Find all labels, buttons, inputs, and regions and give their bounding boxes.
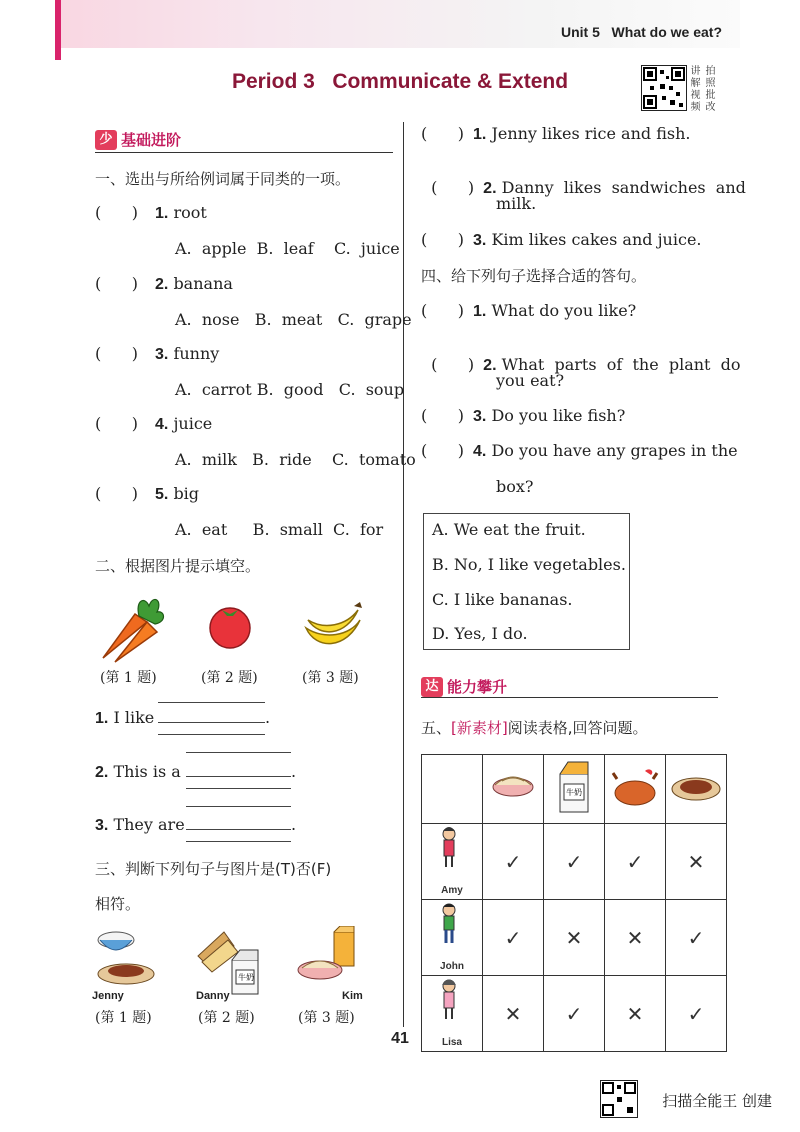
tomato-icon [205, 600, 255, 650]
part1-options: A. milk B. ride C. tomato [175, 450, 416, 469]
part1-instruction: 一、选出与所给例词属于同类的一项。 [95, 170, 351, 188]
chicken-header-cell [605, 755, 666, 824]
part3-item-cont: milk. [496, 194, 537, 213]
part2-instruction: 二、根据图片提示填空。 [95, 557, 261, 575]
part4-item: ( ) 1. What do you like? [421, 301, 637, 320]
mark-cell: ✓ [666, 976, 727, 1052]
mark-cell: ✓ [483, 900, 544, 976]
food-preference-table [421, 754, 727, 1052]
answer-option: A. We eat the fruit. [432, 520, 586, 539]
period: . [265, 708, 271, 727]
table-header-row [422, 755, 727, 824]
unit-label: Unit 5 [560, 24, 600, 40]
mark-cell: ✕ [666, 824, 727, 900]
scanner-watermark: 扫描全能王 创建 [662, 1092, 772, 1110]
part3-item: ( ) 3. Kim likes cakes and juice. [421, 230, 702, 249]
image-caption: (第 1 题) [95, 1010, 152, 1026]
table-corner-cell [422, 755, 483, 824]
part3-item: ( ) 1. Jenny likes rice and fish. [421, 124, 691, 143]
period: . [291, 815, 297, 834]
part1-item: ( ) 5. big [95, 484, 200, 503]
answer-line[interactable] [186, 829, 291, 830]
mark-cell: ✓ [666, 900, 727, 976]
unit-header [561, 24, 722, 40]
image-caption: (第 3 题) [298, 1010, 355, 1026]
person-name: Kim [342, 990, 363, 1002]
image-caption: (第 3 题) [302, 670, 359, 686]
period: . [291, 762, 297, 781]
roast-chicken-icon [609, 765, 661, 809]
table-row [422, 824, 727, 900]
mark-cell: ✓ [544, 824, 605, 900]
answer-options-box [423, 513, 630, 650]
part2-item: 3. They are [95, 815, 185, 834]
section-badge-icon: 少 [95, 130, 117, 150]
mark-cell: ✓ [605, 824, 666, 900]
answer-line [186, 752, 291, 753]
section-badge-icon: 达 [421, 677, 443, 697]
section-advanced-header [421, 676, 507, 697]
part2-item: 1. I like [95, 708, 155, 727]
noodles-header-cell [483, 755, 544, 824]
person-cell: Amy [422, 824, 483, 900]
unit-topic: What do we eat? [611, 24, 722, 40]
part4-item-cont: box? [496, 477, 534, 496]
new-material-tag: [新素材] [451, 719, 508, 737]
part5-instruction: 五、[新素材]阅读表格,回答问题。 [421, 719, 648, 737]
image-caption: (第 2 题) [201, 670, 258, 686]
section-advanced-label: 能力攀升 [447, 678, 508, 696]
answer-line [186, 841, 291, 842]
sandwich-and-milk-icon [194, 926, 266, 998]
qr-caption: 讲 拍 解 照 视 批 频 改 [690, 66, 716, 113]
section-basic-header [95, 129, 181, 150]
answer-option: D. Yes, I do. [432, 624, 528, 643]
page-edge-accent [55, 0, 61, 60]
part1-options: A. nose B. meat C. grape [175, 310, 412, 329]
answer-line [158, 734, 265, 735]
noodles-icon [488, 767, 538, 807]
table-row [422, 900, 727, 976]
answer-line[interactable] [186, 776, 291, 777]
part1-options: A. apple B. leaf C. juice [175, 239, 400, 258]
section-divider [421, 697, 718, 698]
part2-item: 2. This is a [95, 762, 181, 781]
image-caption: (第 1 题) [100, 670, 157, 686]
part4-item: ( ) 3. Do you like fish? [421, 406, 626, 425]
boy-avatar-icon [437, 901, 467, 945]
carrots-icon [95, 592, 167, 664]
mark-cell: ✓ [544, 976, 605, 1052]
mark-cell: ✕ [605, 900, 666, 976]
part1-options: A. carrot B. good C. soup [175, 380, 405, 399]
part3-item: ( ) 2. Danny likes sandwiches and [431, 178, 746, 197]
mark-cell: ✕ [544, 900, 605, 976]
part4-item: ( ) 4. Do you have any grapes in the [421, 441, 738, 460]
mark-cell: ✕ [483, 976, 544, 1052]
part1-item: ( ) 1. root [95, 203, 207, 222]
answer-option: C. I like bananas. [432, 590, 573, 609]
mark-cell: ✓ [483, 824, 544, 900]
milk-carton-icon [554, 760, 594, 814]
svg-text:牛奶: 牛奶 [566, 787, 582, 797]
answer-line [186, 788, 291, 789]
person-name: Jenny [92, 990, 124, 1002]
answer-line [158, 702, 265, 703]
column-divider [403, 122, 404, 1027]
milk-header-cell [544, 755, 605, 824]
part3-instruction: 三、判断下列句子与图片是(T)否(F) [95, 860, 332, 878]
part3-instruction-cont: 相符。 [95, 895, 141, 913]
image-caption: (第 2 题) [198, 1010, 255, 1026]
noodles-and-juice-icon [296, 926, 362, 990]
part1-item: ( ) 2. banana [95, 274, 233, 293]
section-basic-label: 基础进阶 [121, 131, 182, 149]
part1-options: A. eat B. small C. for [175, 520, 384, 539]
bananas-icon [302, 598, 364, 656]
svg-text:牛奶: 牛奶 [238, 973, 254, 982]
part1-item: ( ) 3. funny [95, 344, 220, 363]
mark-cell: ✕ [605, 976, 666, 1052]
page-title: Period 3 Communicate & Extend [231, 70, 569, 93]
part1-item: ( ) 4. juice [95, 414, 213, 433]
person-cell: John [422, 900, 483, 976]
section-divider [95, 152, 393, 153]
page-number: 41 [391, 1030, 409, 1047]
person-cell: Lisa [422, 976, 483, 1052]
person-name: Danny [196, 990, 230, 1002]
qr-code-icon[interactable] [641, 65, 687, 111]
girl-avatar-icon [437, 977, 467, 1021]
meat-header-cell [666, 755, 727, 824]
answer-option: B. No, I like vegetables. [432, 555, 626, 574]
scanner-qr-icon [600, 1080, 638, 1118]
part4-instruction: 四、给下列句子选择合适的答句。 [421, 267, 647, 285]
girl-avatar-icon [437, 825, 467, 869]
answer-line[interactable] [158, 722, 265, 723]
meat-dish-icon [669, 769, 723, 805]
part4-item: ( ) 2. What parts of the plant do [431, 355, 741, 374]
part4-item-cont: you eat? [496, 371, 565, 390]
rice-and-fish-icon [96, 926, 158, 990]
answer-line [186, 806, 291, 807]
